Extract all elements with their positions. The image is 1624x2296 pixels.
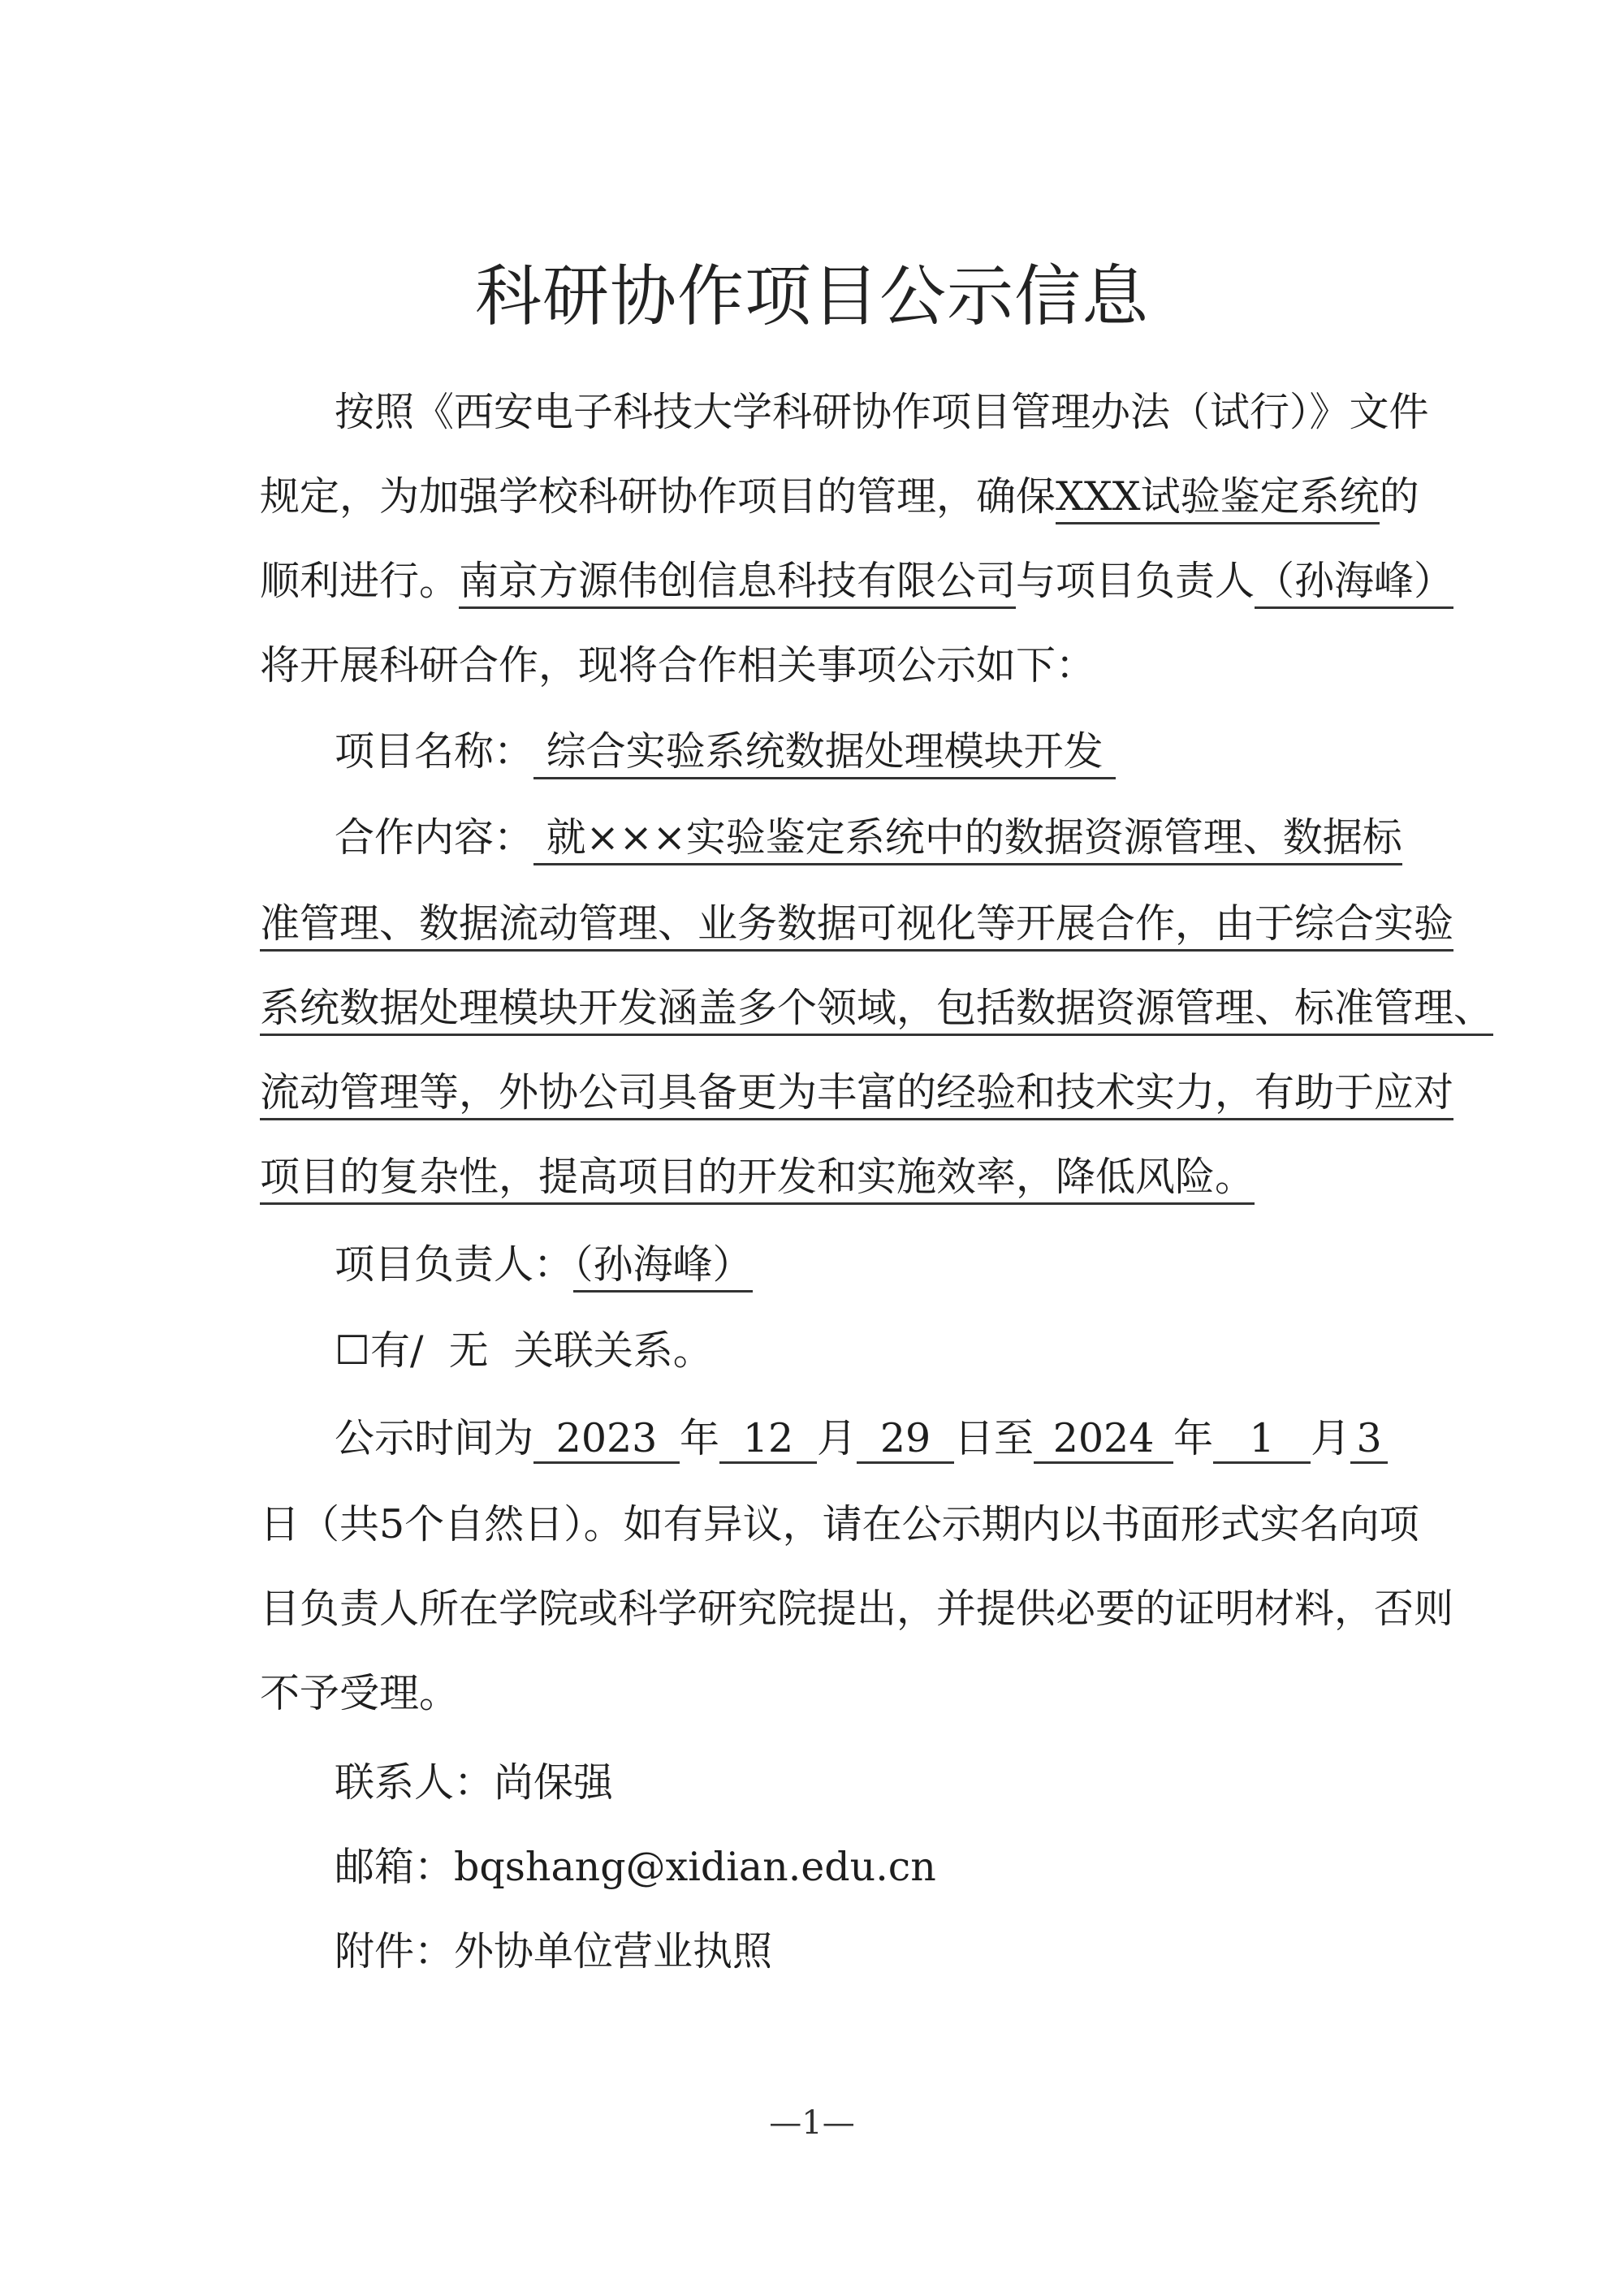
content-text: 系统数据处理模块开发涵盖多个领域，包括数据资源管理、标准管理、 [260, 985, 1493, 1036]
leader-name: （孙海峰） [1255, 558, 1453, 609]
period-line-2 [260, 1500, 1419, 1549]
page-title: 科研协作项目公示信息 [474, 258, 1149, 335]
intro-line-2 [260, 473, 1419, 521]
period-line-1 [335, 1414, 1471, 1464]
relation-option-none: 无 [448, 1327, 489, 1374]
page-number: —1— [769, 2104, 855, 2142]
period-text: 日（共5个自然日）。如有异议，请在公示期内以书面形式实名向项 [260, 1501, 1419, 1547]
email-row [335, 1843, 1471, 1892]
month-label: 月 [1311, 1415, 1351, 1461]
email-address: bqshang@xidian.edu.cn [454, 1844, 936, 1890]
start-year: 2023 [533, 1416, 680, 1464]
relation-option-has: 有/ [369, 1327, 424, 1374]
year-label: 年 [680, 1415, 720, 1461]
content-text: 项目的复杂性，提高项目的开发和实施效率，降低风险。 [260, 1154, 1255, 1205]
intro-line-3 [260, 557, 1454, 606]
intro-text: 将开展科研合作，现将合作相关事项公示如下： [260, 642, 1096, 688]
month-label: 月 [817, 1415, 857, 1461]
leader-value: （孙海峰） [573, 1241, 753, 1293]
relation-row [335, 1327, 1471, 1375]
email-label: 邮箱： [335, 1844, 455, 1890]
checkbox-icon: ☐ [335, 1327, 370, 1374]
intro-text: 按照《西安电子科技大学科研协作项目管理办法（试行）》文件 [335, 389, 1429, 435]
intro-text: 规定，为加强学校科研协作项目的管理，确保 [260, 473, 1056, 520]
project-name-value: 综合实验系统数据处理模块开发 [533, 728, 1116, 779]
content-text: 流动管理等，外协公司具备更为丰富的经验和技术实力，有助于应对 [260, 1069, 1453, 1120]
start-month: 12 [719, 1416, 817, 1464]
leader-row [335, 1241, 1471, 1289]
company-name: 南京方源伟创信息科技有限公司 [459, 558, 1016, 609]
intro-text: 顺利进行。 [260, 558, 460, 604]
attachment-label: 附件： [335, 1928, 455, 1974]
period-prefix: 公示时间为 [335, 1415, 534, 1461]
end-month: 1 [1213, 1416, 1311, 1464]
content-line-4 [260, 1068, 1454, 1117]
content-text: 准管理、数据流动管理、业务数据可视化等开展合作，由于综合实验 [260, 900, 1453, 952]
period-line-4 [260, 1669, 1397, 1718]
attachment-row [335, 1927, 1471, 1976]
system-name: XXX试验鉴定系统 [1056, 473, 1380, 524]
attachment-name: 外协单位营业执照 [454, 1928, 773, 1974]
relation-text: 关联关系。 [513, 1327, 713, 1374]
content-label: 合作内容： [335, 814, 534, 861]
content-line-1 [335, 814, 1471, 862]
project-name-row [335, 727, 1471, 776]
content-line-2 [260, 900, 1454, 948]
period-mid: 日至 [954, 1415, 1034, 1461]
contact-person-row [335, 1759, 1471, 1807]
content-text: 就×××实验鉴定系统中的数据资源管理、数据标 [533, 814, 1402, 865]
period-line-3 [260, 1585, 1454, 1634]
contact-person: 尚保强 [494, 1759, 614, 1806]
contact-person-label: 联系人： [335, 1759, 495, 1806]
end-day: 3 [1350, 1416, 1388, 1464]
intro-line-4 [260, 641, 1397, 690]
intro-text: 与项目负责人 [1016, 558, 1255, 604]
content-line-3 [260, 984, 1494, 1033]
content-line-5 [260, 1153, 1397, 1202]
period-text: 目负责人所在学院或科学研究院提出，并提供必要的证明材料，否则 [260, 1586, 1454, 1632]
end-year: 2024 [1034, 1416, 1173, 1464]
intro-text: 的 [1379, 473, 1419, 520]
year-label: 年 [1173, 1415, 1214, 1461]
leader-label: 项目负责人： [335, 1241, 574, 1288]
intro-line-1 [335, 388, 1471, 437]
start-day: 29 [857, 1416, 954, 1464]
project-name-label: 项目名称： [335, 728, 534, 775]
period-text: 不予受理。 [260, 1670, 460, 1716]
